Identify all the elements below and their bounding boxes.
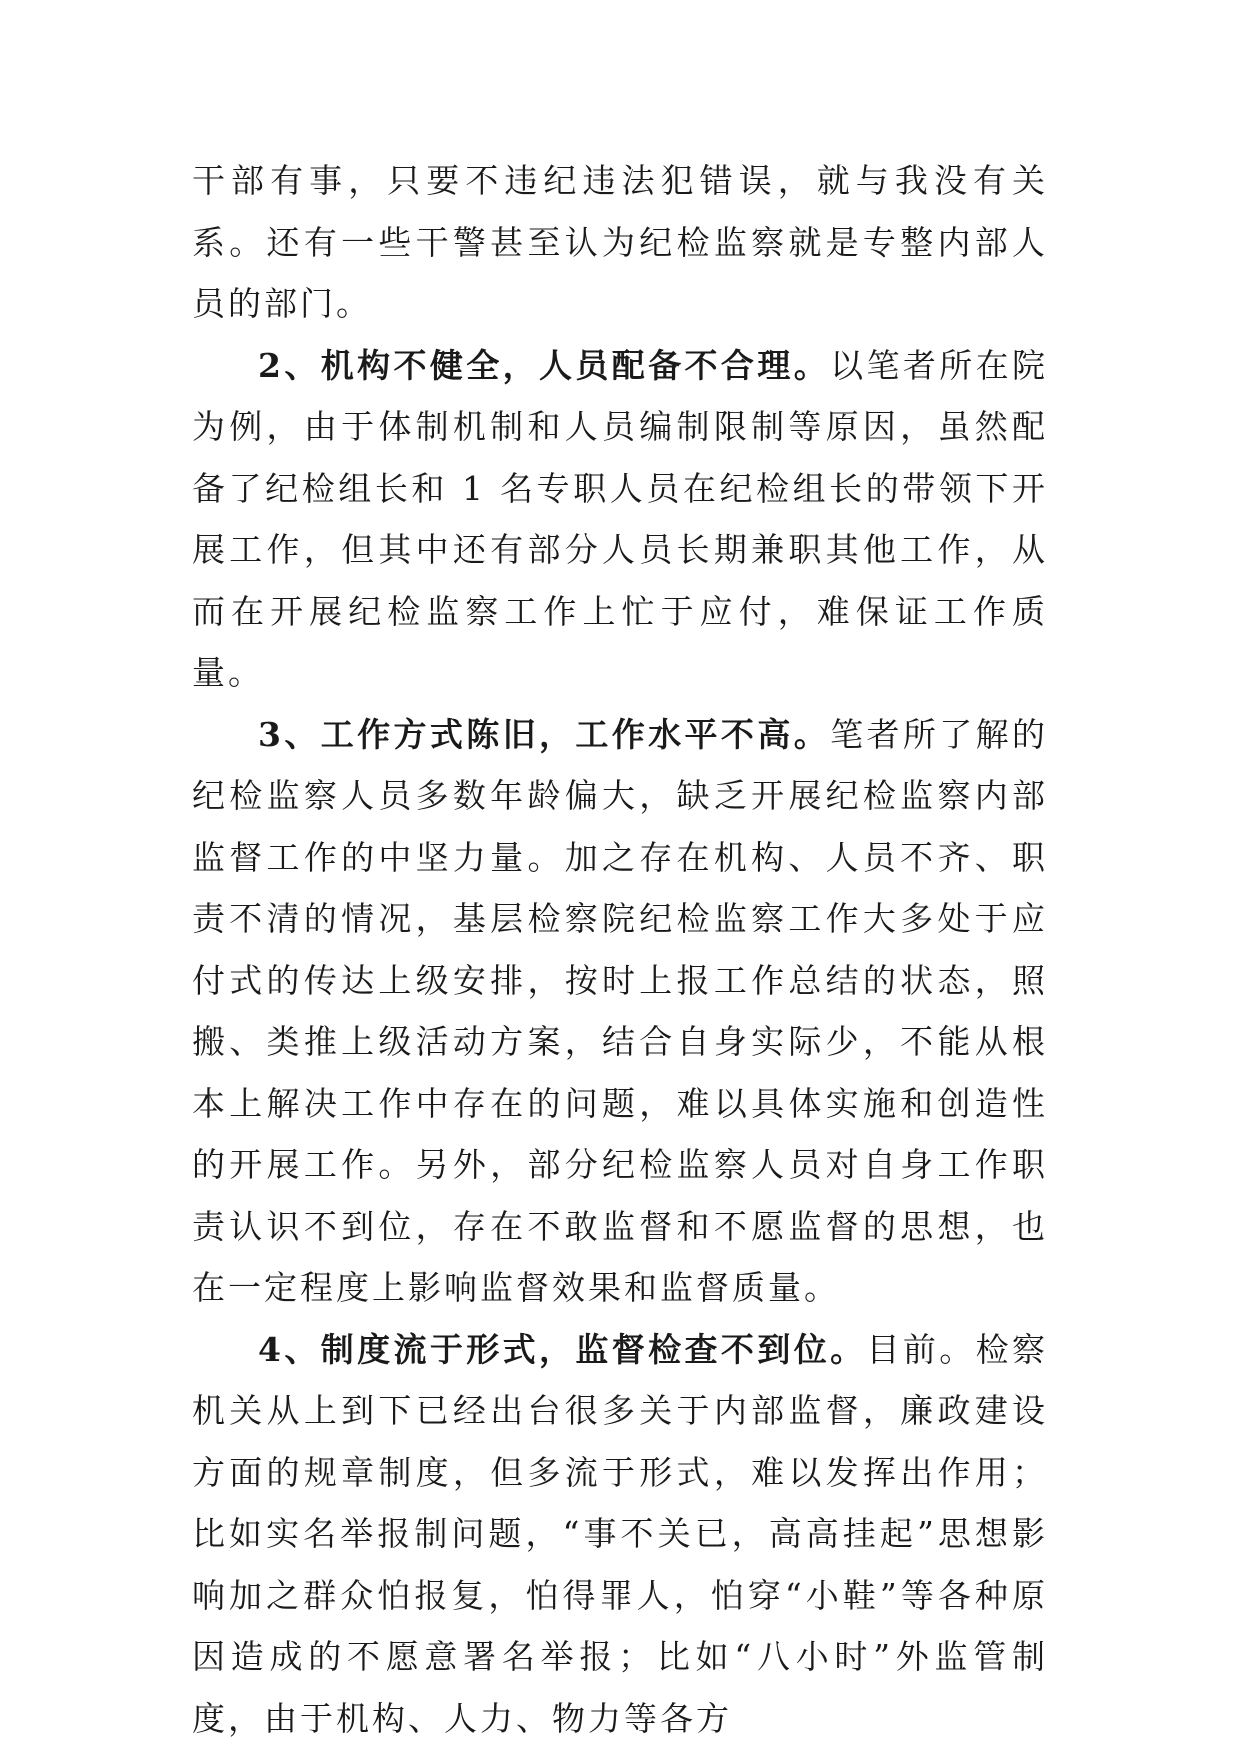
paragraph-section-3 <box>192 704 1048 1319</box>
section-heading: 2、机构不健全，人员配备不合理。 <box>258 345 831 385</box>
paragraph-text: 目前。检察机关从上到下已经出台很多关于内部监督，廉政建设方面的规章制度，但多流于形式，难以发挥出作用；比如实名举报制问题，“事不关已，高高挂起”思想影响加之群众怕报复，怕得罪人，怕穿“小鞋”等各种原因造成的不愿意署名举报；比如“八小时”外监管制度，由于机构、人力、物力等各方 <box>192 1329 1048 1738</box>
section-heading: 4、制度流于形式，监督检查不到位。 <box>258 1329 867 1369</box>
paragraph-section-4 <box>192 1319 1048 1750</box>
paragraph-continuation <box>192 150 1048 335</box>
paragraph-section-2 <box>192 335 1048 704</box>
paragraph-text: 笔者所了解的纪检监察人员多数年龄偏大，缺乏开展纪检监察内部监督工作的中坚力量。加之存在机构、人员不齐、职责不清的情况，基层检察院纪检监察工作大多处于应付式的传达上级安排，按时上报工作总结的状态，照搬、类推上级活动方案，结合自身实际少，不能从根本上解决工作中存在的问题，难以具体实施和创造性的开展工作。另外，部分纪检监察人员对自身工作职责认识不到位，存在不敢监督和不愿监督的思想，也在一定程度上影响监督效果和监督质量。 <box>192 714 1049 1307</box>
paragraph-text: 以笔者所在院为例，由于体制机制和人员编制限制等原因，虽然配备了纪检组长和 1 名专职人员在纪检组长的带领下开展工作，但其中还有部分人员长期兼职其他工作，从而在开展纪检监察工作上忙于应付，难保证工作质量。 <box>192 345 1049 692</box>
document-body <box>192 150 1048 1749</box>
paragraph-text: 干部有事，只要不违纪违法犯错误，就与我没有关系。还有一些干警甚至认为纪检监察就是专整内部人员的部门。 <box>192 161 1048 323</box>
section-heading: 3、工作方式陈旧，工作水平不高。 <box>258 714 831 754</box>
